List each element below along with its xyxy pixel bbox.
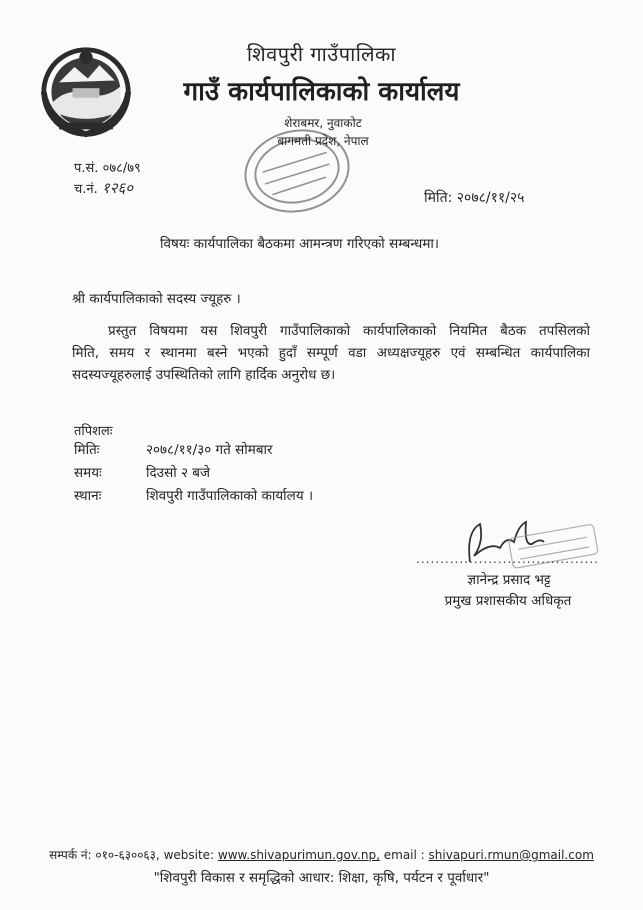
municipality-name: शिवपुरी गाउँपालिका	[246, 42, 397, 66]
fiscal-year-label: प.सं.	[74, 161, 99, 176]
details-label: मितिः	[74, 442, 100, 458]
contact-label: सम्पर्क नं:	[49, 848, 92, 862]
details-label: स्थानः	[74, 488, 102, 504]
signature-line: ......................................	[416, 552, 599, 566]
details-row-time	[74, 463, 210, 481]
details-row-date	[74, 440, 273, 458]
email-link[interactable]: shivapuri.rmun@gmail.com	[428, 848, 594, 862]
signatory-name: ज्ञानेन्द्र प्रसाद भट्ट	[467, 572, 551, 588]
fiscal-year-ref	[74, 158, 141, 176]
footer-motto: "शिवपुरी विकास र समृद्धिको आधार: शिक्षा, कृषि, पर्यटन र पूर्वाधार"	[153, 870, 490, 886]
letter-date	[424, 188, 524, 207]
office-title: गाउँ कार्यपालिकाको कार्यालय	[183, 77, 460, 107]
contact-number: ०१०-६३००६३,	[95, 848, 160, 862]
details-label: समयः	[74, 465, 102, 481]
website-label: website:	[163, 848, 215, 862]
dispatch-number-ref	[74, 178, 133, 198]
email-label: email :	[383, 848, 425, 862]
body-line: प्रस्तुत विषयमा यस शिवपुरी गाउँपालिकाको कार्यपालिकाको नियमित बैठक तपसिलको	[108, 323, 590, 339]
body-line: मिति, समय र स्थानमा बस्ने भएको हुदाँ सम्पूर्ण वडा अध्यक्षज्यूहरु एवं सम्बन्धित कार्यपालिका	[72, 345, 590, 361]
date-label: मिति:	[424, 190, 453, 206]
details-row-venue	[74, 486, 313, 504]
date-value: २०७८/११/२५	[456, 190, 525, 206]
fiscal-year-value: ०७८/७९	[102, 161, 141, 176]
details-value: दिउसो २ बजे	[146, 465, 211, 481]
body-line: सदस्यज्यूहरुलाई उपस्थितिको लागि हार्दिक अनुरोध छ।	[72, 367, 336, 383]
details-heading: तपिशलः	[74, 424, 113, 439]
details-value: २०७८/११/३० गते सोमबार	[146, 442, 273, 458]
footer-contact	[0, 846, 643, 863]
signatory-title: प्रमुख प्रशासकीय अधिकृत	[444, 593, 572, 609]
website-link[interactable]: www.shivapurimun.gov.np,	[217, 848, 380, 862]
salutation: श्री कार्यपालिकाको सदस्य ज्यूहरु ।	[72, 291, 241, 307]
subject-line: विषयः कार्यपालिका बैठकमा आमन्त्रण गरिएको सम्बन्धमा।	[160, 236, 440, 252]
body-paragraph	[72, 320, 590, 386]
details-value: शिवपुरी गाउँपालिकाको कार्यालय ।	[146, 488, 314, 504]
address-line-2: बागमती प्रदेश, नेपाल	[277, 134, 369, 148]
dispatch-label: च.नं.	[74, 182, 98, 197]
dispatch-number: १२६०	[101, 179, 134, 197]
address-line-1: शेराबमर, नुवाकोट	[284, 116, 362, 130]
